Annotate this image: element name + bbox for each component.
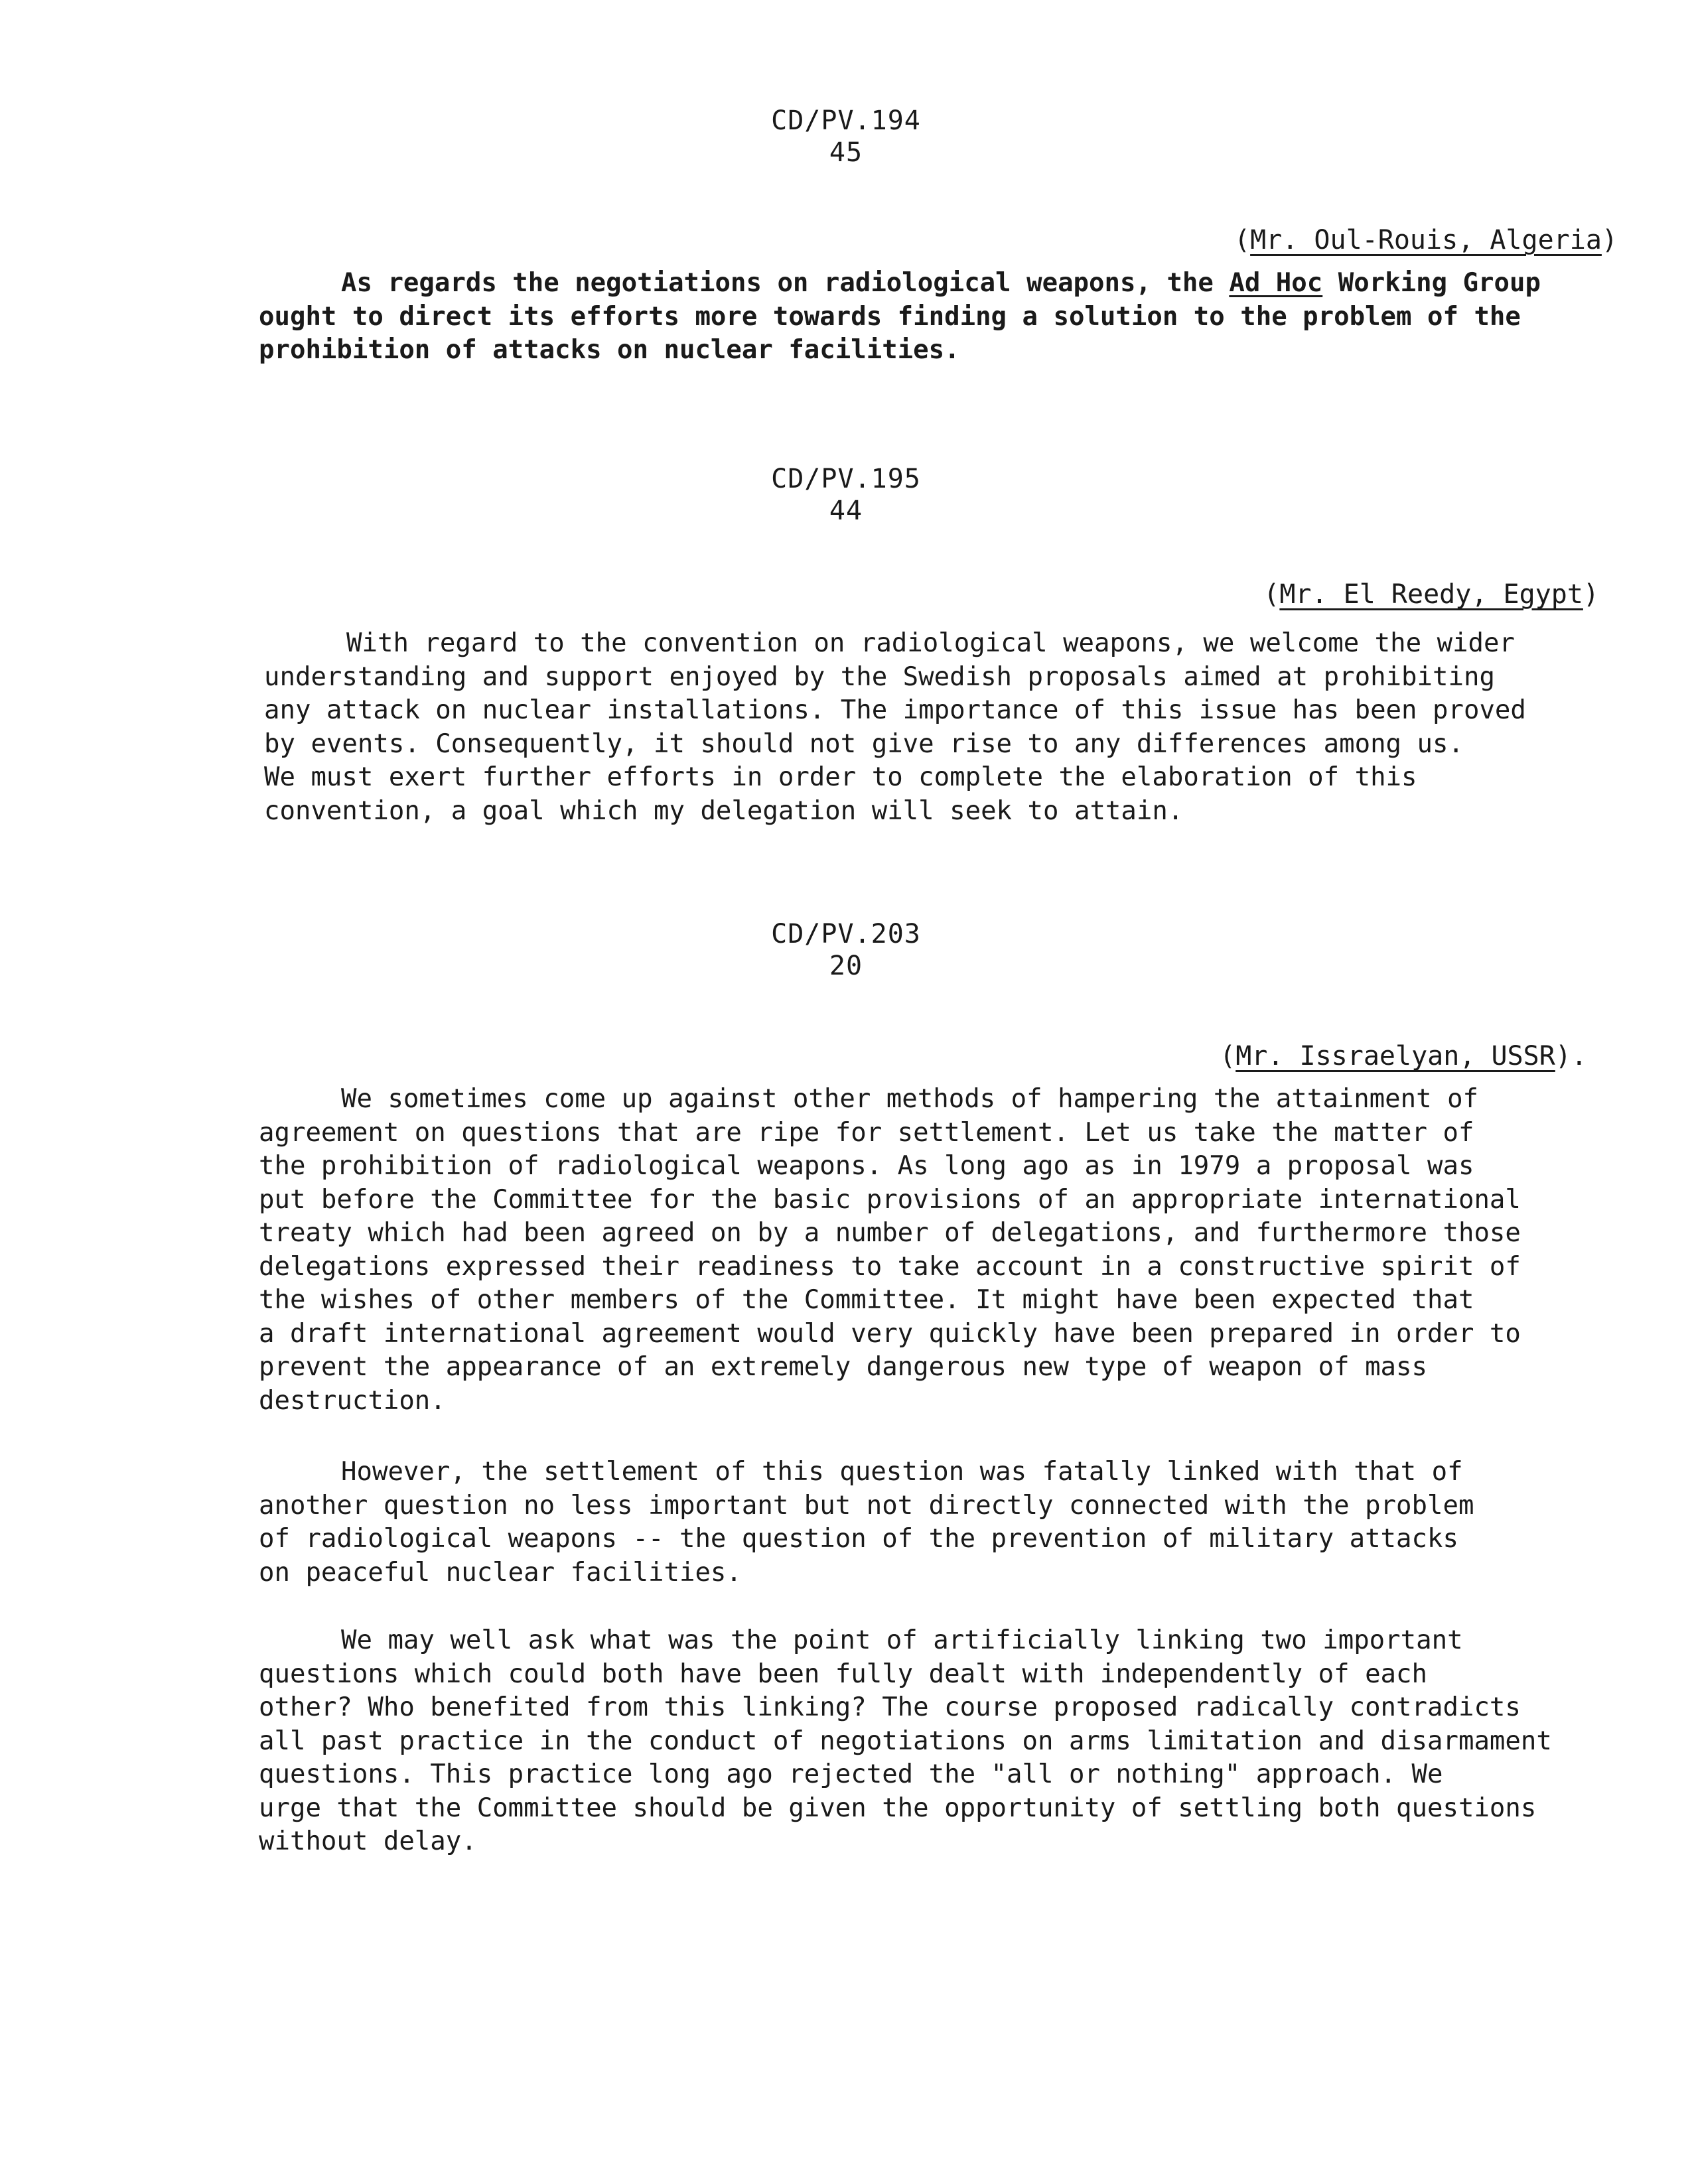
statement-paragraph: We sometimes come up against other methods of hampering the attainment of agreement on questions that are ripe for settlement. Let us take the matter of the prohibition of radiological weapons. As long ago as in 1979 a proposal was put before the Committee for the basic provisions of an appropriate international treaty which had been agreed on by a number of delegations, and furthermore those delegations expressed their readiness to take account in a constructive spirit of the wishes of other members of the Committee. It might have been expected that a draft international agreement would very quickly have been prepared in order to prevent the appearance of an extremely dangerous new type of weapon of mass destruction. bbox=[259, 1084, 1521, 1416]
paragraph-text: As regards the negotiations on radiological weapons, the bbox=[341, 268, 1230, 298]
reference-code: CD/PV.195 bbox=[771, 464, 921, 494]
reference-header-2 bbox=[0, 463, 1692, 527]
speaker-name: Mr. El Reedy, Egypt bbox=[1279, 579, 1583, 610]
reference-header-1 bbox=[0, 105, 1692, 169]
speaker-suffix: ) bbox=[1583, 579, 1599, 610]
underlined-term: Ad Hoc bbox=[1229, 268, 1323, 298]
statement-paragraph: However, the settlement of this question was fatally linked with that of another question no less important but not directly connected with the problem of radiological weapons -- the question of the prevention of military attacks on peaceful nuclear facilities. bbox=[259, 1457, 1474, 1588]
reference-code: CD/PV.194 bbox=[771, 105, 921, 136]
speaker-prefix: ( bbox=[1220, 1041, 1236, 1071]
reference-page-number: 20 bbox=[829, 951, 863, 981]
speaker-suffix: ). bbox=[1555, 1041, 1587, 1071]
statement-paragraph: We may well ask what was the point of artificially linking two important questions which could both have been fully dealt with independently of each other? Who benefited from this linking? The course proposed radically contradicts all past practice in the conduct of negotiations on arms limitation and disarmament questions. This practice long ago rejected the "all or nothing" approach. We urge that the Committee should be given the opportunity of settling both questions without delay. bbox=[259, 1625, 1552, 1856]
statement-paragraph: With regard to the convention on radiological weapons, we welcome the wider understanding and support enjoyed by the Swedish proposals aimed at prohibiting any attack on nuclear installations. The importance of this issue has been proved by events. Consequently, it should not give rise to any differences among us. We must exert further efforts in order to complete the elaboration of this convention, a goal which my delegation will seek to attain. bbox=[264, 628, 1526, 826]
speaker-suffix: ) bbox=[1601, 225, 1618, 255]
speaker-prefix: ( bbox=[1263, 579, 1280, 610]
speaker-attribution-1 bbox=[1234, 224, 1618, 256]
reference-header-3 bbox=[0, 918, 1692, 982]
paragraph-text: Working Group ought to direct its efforts more towards finding a solution to the problem of the prohibition of attacks on nuclear facilities. bbox=[259, 268, 1541, 365]
speaker-attribution-2 bbox=[1263, 579, 1599, 610]
reference-code: CD/PV.203 bbox=[771, 919, 921, 949]
speaker-name: Mr. Issraelyan, USSR bbox=[1235, 1041, 1555, 1071]
reference-page-number: 45 bbox=[829, 137, 863, 168]
speaker-name: Mr. Oul-Rouis, Algeria bbox=[1250, 225, 1602, 255]
statement-paragraph bbox=[259, 267, 1639, 368]
speaker-attribution-3 bbox=[1220, 1040, 1587, 1072]
reference-page-number: 44 bbox=[829, 496, 863, 526]
speaker-prefix: ( bbox=[1234, 225, 1251, 255]
